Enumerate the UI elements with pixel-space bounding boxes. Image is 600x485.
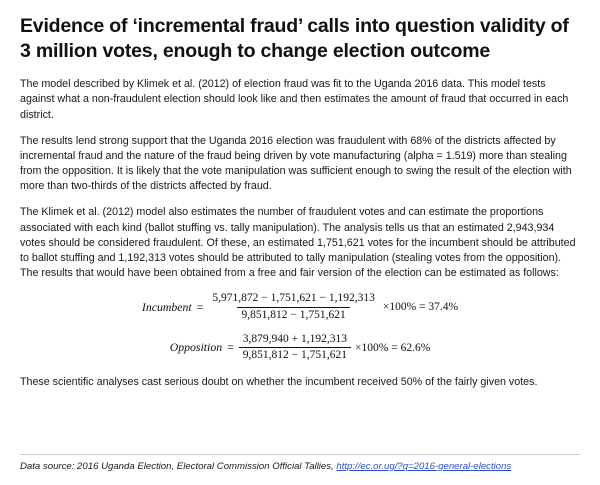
equation-opposition-result: ×100% = 62.6% [355, 341, 431, 354]
equation-incumbent-result: ×100% = 37.4% [382, 301, 459, 314]
equation-opposition-denominator: 9,851,812 − 1,751,621 [239, 347, 351, 363]
paragraph-1: The model described by Klimek et al. (2012) of election fraud was fit to the Uganda 2016 data. This model tests against what a non-fraudulent election should look like and then estimates the amount of fraud that occurred in each district. [20, 78, 569, 121]
equation-incumbent-fraction [208, 292, 378, 322]
data-source-note [20, 461, 580, 473]
data-source-link[interactable]: http://ec.or.ug/?q=2016-general-elections [336, 460, 512, 472]
paragraph-3: The Klimek et al. (2012) model also estimates the number of fraudulent votes and can estimate the proportions associated with each kind (ballot stuffing vs. tally manipulation). The analysis tells us that an estimated 2,943,934 votes should be considered fraudulent. Of these, an estimated 1,751,621 votes for the incumbent should be attributed to ballot stuffing and 1,192,313 votes should be attributed to tally manipulation (stealing votes from the opposition). The results that would have been obtained from a free and fair version of the election can be estimated as follows: [20, 206, 576, 280]
equation-incumbent-label: Incumbent [141, 299, 192, 314]
paragraph-4: These scientific analyses cast serious doubt on whether the incumbent received 50% of the fairly given votes. [20, 375, 538, 388]
equation-incumbent-equals: = [196, 299, 204, 314]
equation-opposition-label: Opposition [169, 340, 223, 355]
equation-incumbent-numerator: 5,971,872 − 1,751,621 − 1,192,313 [212, 292, 375, 305]
equation-opposition-numerator: 3,879,940 + 1,192,313 [242, 332, 348, 345]
footer [20, 454, 580, 473]
equation-opposition-fraction [239, 333, 351, 363]
equation-opposition-equals: = [227, 340, 234, 355]
paragraph-2: The results lend strong support that the Uganda 2016 election was fraudulent with 68% of the districts affected by incremental fraud and the nature of the fraud being driven by vote manufacturing (alpha = 1.519) more than stealing from the opposition. It is likely that the vote manipulation was sufficient enough to swing the result of the election with more than two-thirds of the districts affected by fraud. [20, 134, 572, 193]
equation-incumbent-denominator: 9,851,812 − 1,751,621 [237, 307, 349, 323]
equation-block [20, 292, 580, 362]
equation-opposition [20, 333, 580, 363]
page-title: Evidence of ‘incremental fraud’ calls into question validity of 3 million votes, enough to change election outcome [20, 15, 569, 62]
equation-incumbent [20, 292, 580, 322]
data-source-label: Data source: 2016 Uganda Election, Electoral Commission Official Tallies, [20, 460, 337, 472]
footer-divider [20, 454, 580, 455]
